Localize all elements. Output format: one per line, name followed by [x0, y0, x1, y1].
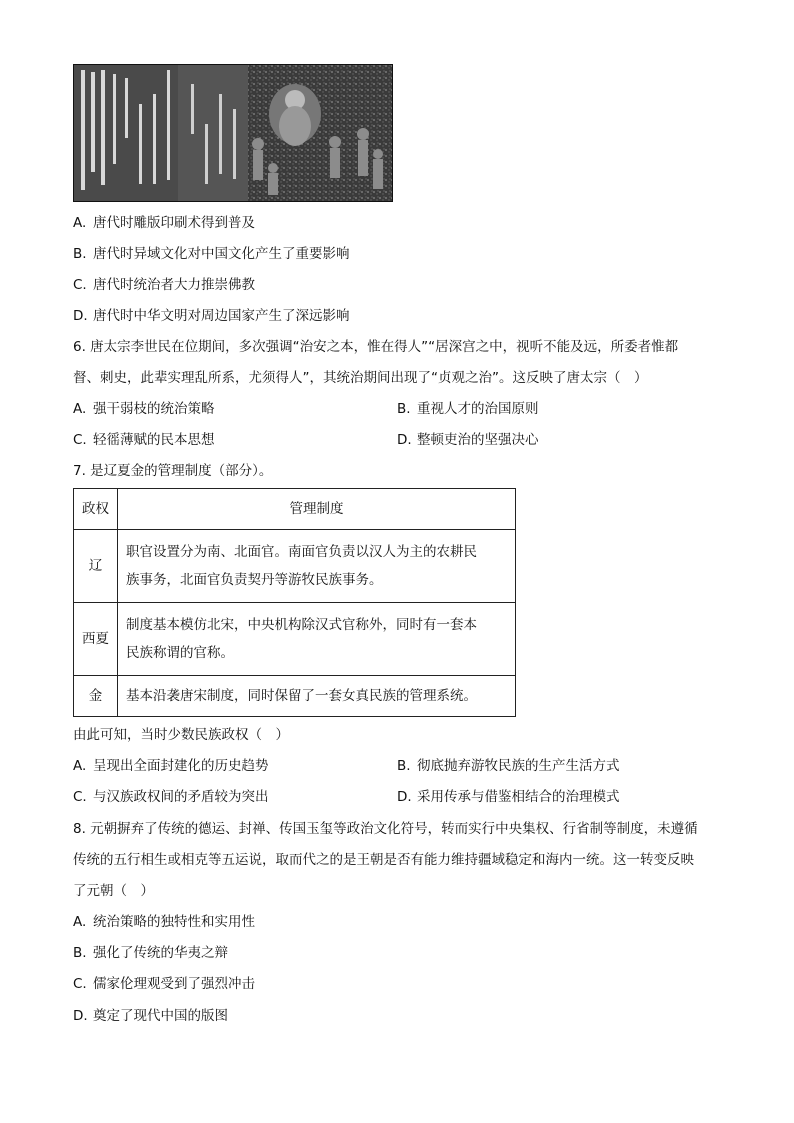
- table-cell-regime: 金: [74, 676, 118, 717]
- q8-stem-line-1: 8. 元朝摒弃了传统的德运、封禅、传国玉玺等政治文化符号，转而实行中央集权、行省制等制度，未遵循: [73, 821, 698, 837]
- q6-option-b: B. 重视人才的治国原则: [397, 401, 539, 417]
- table-cell-system: 职官设置分为南、北面官。南面官负责以汉人为主的农耕民 族事务，北面官负责契丹等游牧民族事务。: [118, 530, 516, 603]
- q5-option-a: A. 唐代时雕版印刷术得到普及: [73, 215, 255, 231]
- q7-option-d: D. 采用传承与借鉴相结合的治理模式: [397, 789, 620, 805]
- q5-option-b: B. 唐代时异域文化对中国文化产生了重要影响: [73, 246, 350, 262]
- table-header-regime: 政权: [74, 489, 118, 530]
- table-row: [74, 603, 516, 676]
- management-system-table: [73, 488, 516, 717]
- table-cell-system: 基本沿袭唐宋制度，同时保留了一套女真民族的管理系统。: [118, 676, 516, 717]
- q5-option-d: D. 唐代时中华文明对周边国家产生了深远影响: [73, 308, 350, 324]
- table-row: [74, 676, 516, 717]
- table-row: [74, 530, 516, 603]
- q7-option-b: B. 彻底抛弃游牧民族的生产生活方式: [397, 758, 620, 774]
- table-header-row: [74, 489, 516, 530]
- q7-option-c: C. 与汉族政权间的矛盾较为突出: [73, 789, 269, 805]
- table-header-system: 管理制度: [118, 489, 516, 530]
- q6-option-a: A. 强干弱枝的统治策略: [73, 401, 215, 417]
- q7-option-a: A. 呈现出全面封建化的历史趋势: [73, 758, 269, 774]
- q8-option-c: C. 儒家伦理观受到了强烈冲击: [73, 976, 255, 992]
- q6-option-d: D. 整顿吏治的坚强决心: [397, 432, 539, 448]
- q8-option-a: A. 统治策略的独特性和实用性: [73, 914, 255, 930]
- q8-stem-line-3: 了元朝（ ）: [73, 883, 154, 899]
- q8-option-d: D. 奠定了现代中国的版图: [73, 1008, 228, 1024]
- table-cell-regime: 辽: [74, 530, 118, 603]
- q8-stem-line-2: 传统的五行相生或相克等五运说，取而代之的是王朝是否有能力维持疆域稳定和海内一统。这一转变反映: [73, 852, 694, 868]
- q6-option-c: C. 轻徭薄赋的民本思想: [73, 432, 215, 448]
- scroll-illustration: [73, 64, 393, 202]
- q6-stem-line-2: 督、刺史，此辈实理乱所系，尤须得人”，其统治期间出现了“贞观之治”。这反映了唐太宗（ ）: [73, 370, 648, 386]
- q7-question: 由此可知，当时少数民族政权（ ）: [73, 727, 289, 743]
- q6-stem-line-1: 6. 唐太宗李世民在位期间，多次强调“治安之本，惟在得人”“居深宫之中，视听不能及远，所委者惟都: [73, 339, 679, 355]
- q5-option-c: C. 唐代时统治者大力推崇佛教: [73, 277, 255, 293]
- table-cell-system: 制度基本模仿北宋，中央机构除汉式官称外，同时有一套本 民族称谓的官称。: [118, 603, 516, 676]
- q7-stem: 7. 是辽夏金的管理制度（部分）。: [73, 463, 273, 479]
- scroll-figure-image: [73, 64, 393, 202]
- q8-option-b: B. 强化了传统的华夷之辩: [73, 945, 228, 961]
- table-cell-regime: 西夏: [74, 603, 118, 676]
